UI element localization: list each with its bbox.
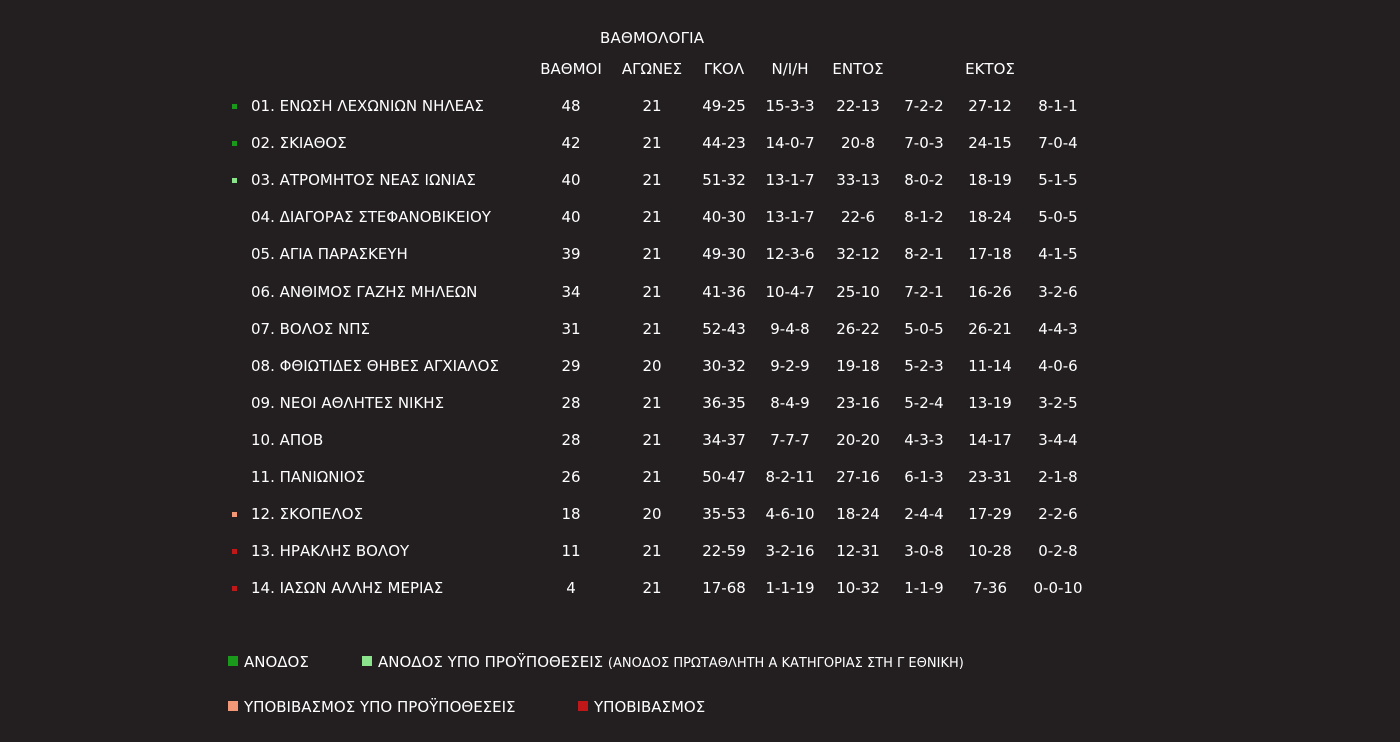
table-row: [0, 244, 1400, 274]
cell-points: 28: [561, 393, 581, 412]
cell-wdl: 15-3-3: [765, 97, 815, 115]
legend-swatch-promotion: [228, 656, 238, 666]
cell-home-wdl: 8-2-1: [904, 245, 944, 264]
column-header-away: ΕΚΤΟΣ: [965, 60, 1015, 78]
cell-points: 34: [561, 282, 581, 301]
cell-away-goals: 10-28: [968, 542, 1012, 561]
team-name: 12. ΣΚΟΠΕΛΟΣ: [251, 505, 364, 524]
table-row: [0, 578, 1400, 608]
team-name: 08. ΦΘΙΩΤΙΔΕΣ ΘΗΒΕΣ ΑΓΧΙΑΛΟΣ: [251, 356, 499, 375]
cell-wdl: 12-3-6: [765, 245, 815, 264]
cell-away-goals: 7-36: [972, 579, 1008, 598]
table-row: [0, 319, 1400, 349]
cell-goals: 51-32: [702, 171, 746, 190]
cell-points: 18: [561, 505, 581, 524]
cell-home-goals: 20-8: [840, 134, 876, 153]
legend-note-conditional-promotion: (ΑΝΟΔΟΣ ΠΡΩΤΑΘΛΗΤΗ Α ΚΑΤΗΓΟΡΙΑΣ ΣΤΗ Γ ΕΘΝΙΚΗ): [607, 656, 964, 671]
team-name: 04. ΔΙΑΓΟΡΑΣ ΣΤΕΦΑΝΟΒΙΚΕΙΟΥ: [251, 208, 491, 227]
cell-away-goals: 18-24: [968, 208, 1012, 227]
table-row: [0, 430, 1400, 460]
table-row: [0, 467, 1400, 497]
team-name: 06. ΑΝΘΙΜΟΣ ΓΑΖΗΣ ΜΗΛΕΩΝ: [251, 282, 478, 301]
cell-away-wdl: 8-1-1: [1038, 97, 1078, 115]
cell-away-wdl: 4-0-6: [1038, 356, 1078, 375]
status-marker: [232, 141, 237, 146]
cell-points: 29: [561, 356, 581, 375]
cell-home-goals: 22-13: [836, 97, 880, 115]
cell-games: 20: [642, 505, 662, 524]
cell-points: 40: [561, 208, 581, 227]
cell-goals: 49-30: [702, 245, 746, 264]
cell-games: 21: [642, 579, 662, 598]
team-name: 02. ΣΚΙΑΘΟΣ: [251, 134, 347, 153]
cell-games: 21: [642, 542, 662, 561]
cell-games: 21: [642, 97, 662, 115]
cell-points: 31: [561, 319, 581, 338]
cell-points: 40: [561, 171, 581, 190]
cell-wdl: 13-1-7: [765, 208, 815, 227]
cell-away-goals: 13-19: [968, 393, 1012, 412]
table-row: [0, 393, 1400, 423]
legend-label-promotion: ΑΝΟΔΟΣ: [244, 653, 309, 671]
cell-away-wdl: 3-2-6: [1038, 282, 1078, 301]
cell-home-wdl: 6-1-3: [904, 468, 944, 486]
cell-games: 21: [642, 245, 662, 264]
cell-home-goals: 18-24: [836, 505, 880, 524]
cell-away-goals: 18-19: [968, 171, 1012, 190]
status-marker: [232, 104, 237, 109]
cell-home-wdl: 3-0-8: [904, 542, 944, 561]
status-marker: [232, 549, 237, 554]
column-header-goals: ΓΚΟΛ: [703, 60, 745, 78]
cell-home-goals: 27-16: [836, 468, 880, 486]
cell-home-wdl: 7-2-1: [904, 282, 944, 301]
cell-away-goals: 14-17: [968, 430, 1012, 449]
status-marker: [232, 178, 237, 183]
standings-title: ΒΑΘΜΟΛΟΓΙΑ: [600, 29, 705, 47]
cell-goals: 35-53: [702, 505, 746, 524]
column-header-games: ΑΓΩΝΕΣ: [621, 60, 683, 78]
cell-wdl: 1-1-19: [765, 579, 815, 598]
cell-home-goals: 32-12: [836, 245, 880, 264]
cell-away-wdl: 7-0-4: [1038, 134, 1078, 153]
cell-away-goals: 11-14: [968, 356, 1012, 375]
cell-goals: 49-25: [702, 97, 746, 115]
status-marker: [232, 586, 237, 591]
cell-home-wdl: 4-3-3: [904, 430, 944, 449]
cell-wdl: 3-2-16: [765, 542, 815, 561]
cell-home-wdl: 5-2-4: [904, 393, 944, 412]
cell-away-goals: 17-29: [968, 505, 1012, 524]
table-row: [0, 504, 1400, 534]
cell-away-goals: 27-12: [968, 97, 1012, 115]
cell-games: 21: [642, 134, 662, 153]
cell-home-goals: 25-10: [836, 282, 880, 301]
cell-away-goals: 17-18: [968, 245, 1012, 264]
cell-wdl: 4-6-10: [765, 505, 815, 524]
cell-home-wdl: 5-2-3: [904, 356, 944, 375]
cell-games: 21: [642, 171, 662, 190]
cell-points: 39: [561, 245, 581, 264]
cell-games: 21: [642, 282, 662, 301]
cell-goals: 22-59: [702, 542, 746, 561]
cell-home-goals: 12-31: [836, 542, 880, 561]
team-name: 07. ΒΟΛΟΣ ΝΠΣ: [251, 319, 371, 338]
team-name: 13. ΗΡΑΚΛΗΣ ΒΟΛΟΥ: [251, 542, 410, 561]
cell-games: 21: [642, 319, 662, 338]
cell-home-wdl: 8-0-2: [904, 171, 944, 190]
cell-points: 28: [561, 430, 581, 449]
cell-games: 20: [642, 356, 662, 375]
team-name: 10. ΑΠΟΒ: [251, 430, 324, 449]
team-name: 09. ΝΕΟΙ ΑΘΛΗΤΕΣ ΝΙΚΗΣ: [251, 393, 445, 412]
legend-swatch-conditional-relegation: [228, 701, 238, 711]
cell-home-goals: 19-18: [836, 356, 880, 375]
column-header-points: ΒΑΘΜΟΙ: [540, 60, 602, 78]
cell-home-wdl: 5-0-5: [904, 319, 944, 338]
table-row: [0, 133, 1400, 163]
legend-label-conditional-relegation: ΥΠΟΒΙΒΑΣΜΟΣ ΥΠΟ ΠΡΟΫΠΟΘΕΣΕΙΣ: [244, 698, 516, 716]
cell-away-wdl: 4-1-5: [1038, 245, 1078, 264]
cell-home-goals: 23-16: [836, 393, 880, 412]
cell-home-goals: 20-20: [836, 430, 880, 449]
team-name: 01. ΕΝΩΣΗ ΛΕΧΩΝΙΩΝ ΝΗΛΕΑΣ: [251, 97, 484, 115]
cell-games: 21: [642, 208, 662, 227]
cell-home-goals: 22-6: [840, 208, 876, 227]
cell-goals: 41-36: [702, 282, 746, 301]
table-row: [0, 207, 1400, 237]
legend-label-relegation: ΥΠΟΒΙΒΑΣΜΟΣ: [594, 698, 706, 716]
legend-swatch-conditional-promotion: [362, 656, 372, 666]
cell-away-wdl: 4-4-3: [1038, 319, 1078, 338]
cell-home-wdl: 2-4-4: [904, 505, 944, 524]
cell-home-wdl: 7-0-3: [904, 134, 944, 153]
cell-goals: 40-30: [702, 208, 746, 227]
cell-points: 42: [561, 134, 581, 153]
cell-games: 21: [642, 393, 662, 412]
cell-away-wdl: 0-2-8: [1038, 542, 1078, 561]
legend-label-conditional-promotion: ΑΝΟΔΟΣ ΥΠΟ ΠΡΟΫΠΟΘΕΣΕΙΣ: [378, 653, 604, 671]
team-name: 14. ΙΑΣΩΝ ΑΛΛΗΣ ΜΕΡΙΑΣ: [251, 579, 444, 598]
cell-wdl: 13-1-7: [765, 171, 815, 190]
cell-away-wdl: 2-1-8: [1038, 468, 1078, 486]
cell-goals: 17-68: [702, 579, 746, 598]
team-name: 11. ΠΑΝΙΩΝΙΟΣ: [251, 468, 366, 486]
table-row: [0, 541, 1400, 571]
team-name: 05. ΑΓΙΑ ΠΑΡΑΣΚΕΥΗ: [251, 245, 408, 264]
cell-goals: 30-32: [702, 356, 746, 375]
cell-home-wdl: 8-1-2: [904, 208, 944, 227]
cell-away-wdl: 3-4-4: [1038, 430, 1078, 449]
table-row: [0, 96, 1400, 126]
cell-games: 21: [642, 430, 662, 449]
cell-wdl: 7-7-7: [770, 430, 810, 449]
cell-home-goals: 26-22: [836, 319, 880, 338]
cell-games: 21: [642, 468, 662, 486]
cell-home-wdl: 7-2-2: [904, 97, 944, 115]
cell-home-wdl: 1-1-9: [904, 579, 944, 598]
column-header-home: ΕΝΤΟΣ: [832, 60, 884, 78]
cell-away-goals: 23-31: [968, 468, 1012, 486]
cell-goals: 50-47: [702, 468, 746, 486]
cell-goals: 44-23: [702, 134, 746, 153]
cell-away-wdl: 2-2-6: [1038, 505, 1078, 524]
table-row: [0, 282, 1400, 312]
cell-points: 11: [561, 542, 581, 561]
cell-wdl: 8-4-9: [770, 393, 810, 412]
cell-away-wdl: 0-0-10: [1033, 579, 1083, 598]
team-name: 03. ΑΤΡΟΜΗΤΟΣ ΝΕΑΣ ΙΩΝΙΑΣ: [251, 171, 476, 190]
cell-wdl: 14-0-7: [765, 134, 815, 153]
cell-goals: 36-35: [702, 393, 746, 412]
cell-home-goals: 10-32: [836, 579, 880, 598]
table-row: [0, 356, 1400, 386]
cell-wdl: 9-2-9: [770, 356, 810, 375]
cell-points: 48: [561, 97, 581, 115]
cell-away-wdl: 3-2-5: [1038, 393, 1078, 412]
cell-wdl: 9-4-8: [770, 319, 810, 338]
cell-away-goals: 26-21: [968, 319, 1012, 338]
column-header-wdl: Ν/Ι/Η: [771, 60, 809, 78]
cell-goals: 34-37: [702, 430, 746, 449]
cell-points: 4: [566, 579, 576, 598]
table-row: [0, 170, 1400, 200]
cell-away-wdl: 5-1-5: [1038, 171, 1078, 190]
status-marker: [232, 512, 237, 517]
cell-away-goals: 16-26: [968, 282, 1012, 301]
cell-wdl: 8-2-11: [765, 468, 815, 486]
cell-goals: 52-43: [702, 319, 746, 338]
cell-home-goals: 33-13: [836, 171, 880, 190]
cell-away-goals: 24-15: [968, 134, 1012, 153]
cell-points: 26: [561, 468, 581, 486]
cell-wdl: 10-4-7: [765, 282, 815, 301]
legend-swatch-relegation: [578, 701, 588, 711]
cell-away-wdl: 5-0-5: [1038, 208, 1078, 227]
